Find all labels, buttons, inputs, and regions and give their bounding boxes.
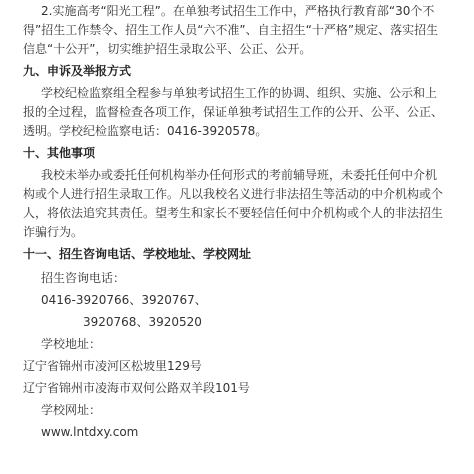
section-heading: 十一、招生咨询电话、学校地址、学校网址: [23, 247, 252, 261]
paragraph-line: 报的全过程，监督检查各项工作，保证单独考试招生工作的公开、公平、公正、: [23, 105, 444, 119]
paragraph-line: 我校未举办或委托任何机构举办任何形式的考前辅导班，未委托任何中介机: [41, 168, 438, 182]
section-heading: 十、其他事项: [23, 146, 96, 160]
paragraph-line: 诈骗行为。: [23, 225, 84, 239]
paragraph-line: 人，将依法追究其责任。望考生和家长不要轻信任何中介机构或个人的非法招生: [23, 206, 444, 220]
paragraph-line: 透明。学校纪检监察电话：0416-3920578。: [23, 124, 268, 138]
address-value: 辽宁省锦州市凌海市双何公路双羊段101号: [23, 381, 250, 395]
paragraph-line: 得”招生工作禁令、招生工作人员“六不准”、自主招生“十严格”规定、落实招生: [23, 23, 439, 37]
phone-numbers: 3920768、3920520: [83, 315, 202, 329]
website-value: www.lntdxy.com: [41, 425, 139, 439]
paragraph-line: 信息“十公开”，切实维护招生录取公平、公正、公开。: [23, 42, 312, 56]
website-label: 学校网址：: [41, 403, 102, 417]
address-label: 学校地址：: [41, 337, 102, 351]
paragraph-line: 2.实施高考“阳光工程”。在单独考试招生工作中，严格执行教育部“30个不: [41, 4, 435, 18]
phone-numbers: 0416-3920766、3920767、: [41, 293, 207, 307]
section-heading: 九、申诉及举报方式: [23, 64, 132, 78]
phone-label: 招生咨询电话：: [41, 271, 126, 285]
paragraph-line: 学校纪检监察组全程参与单独考试招生工作的协调、组织、实施、公示和上: [41, 86, 438, 100]
address-value: 辽宁省锦州市凌河区松坡里129号: [23, 359, 202, 373]
paragraph-line: 构或个人进行招生录取工作。凡以我校名义进行非法招生等活动的中介机构或个: [23, 187, 444, 201]
